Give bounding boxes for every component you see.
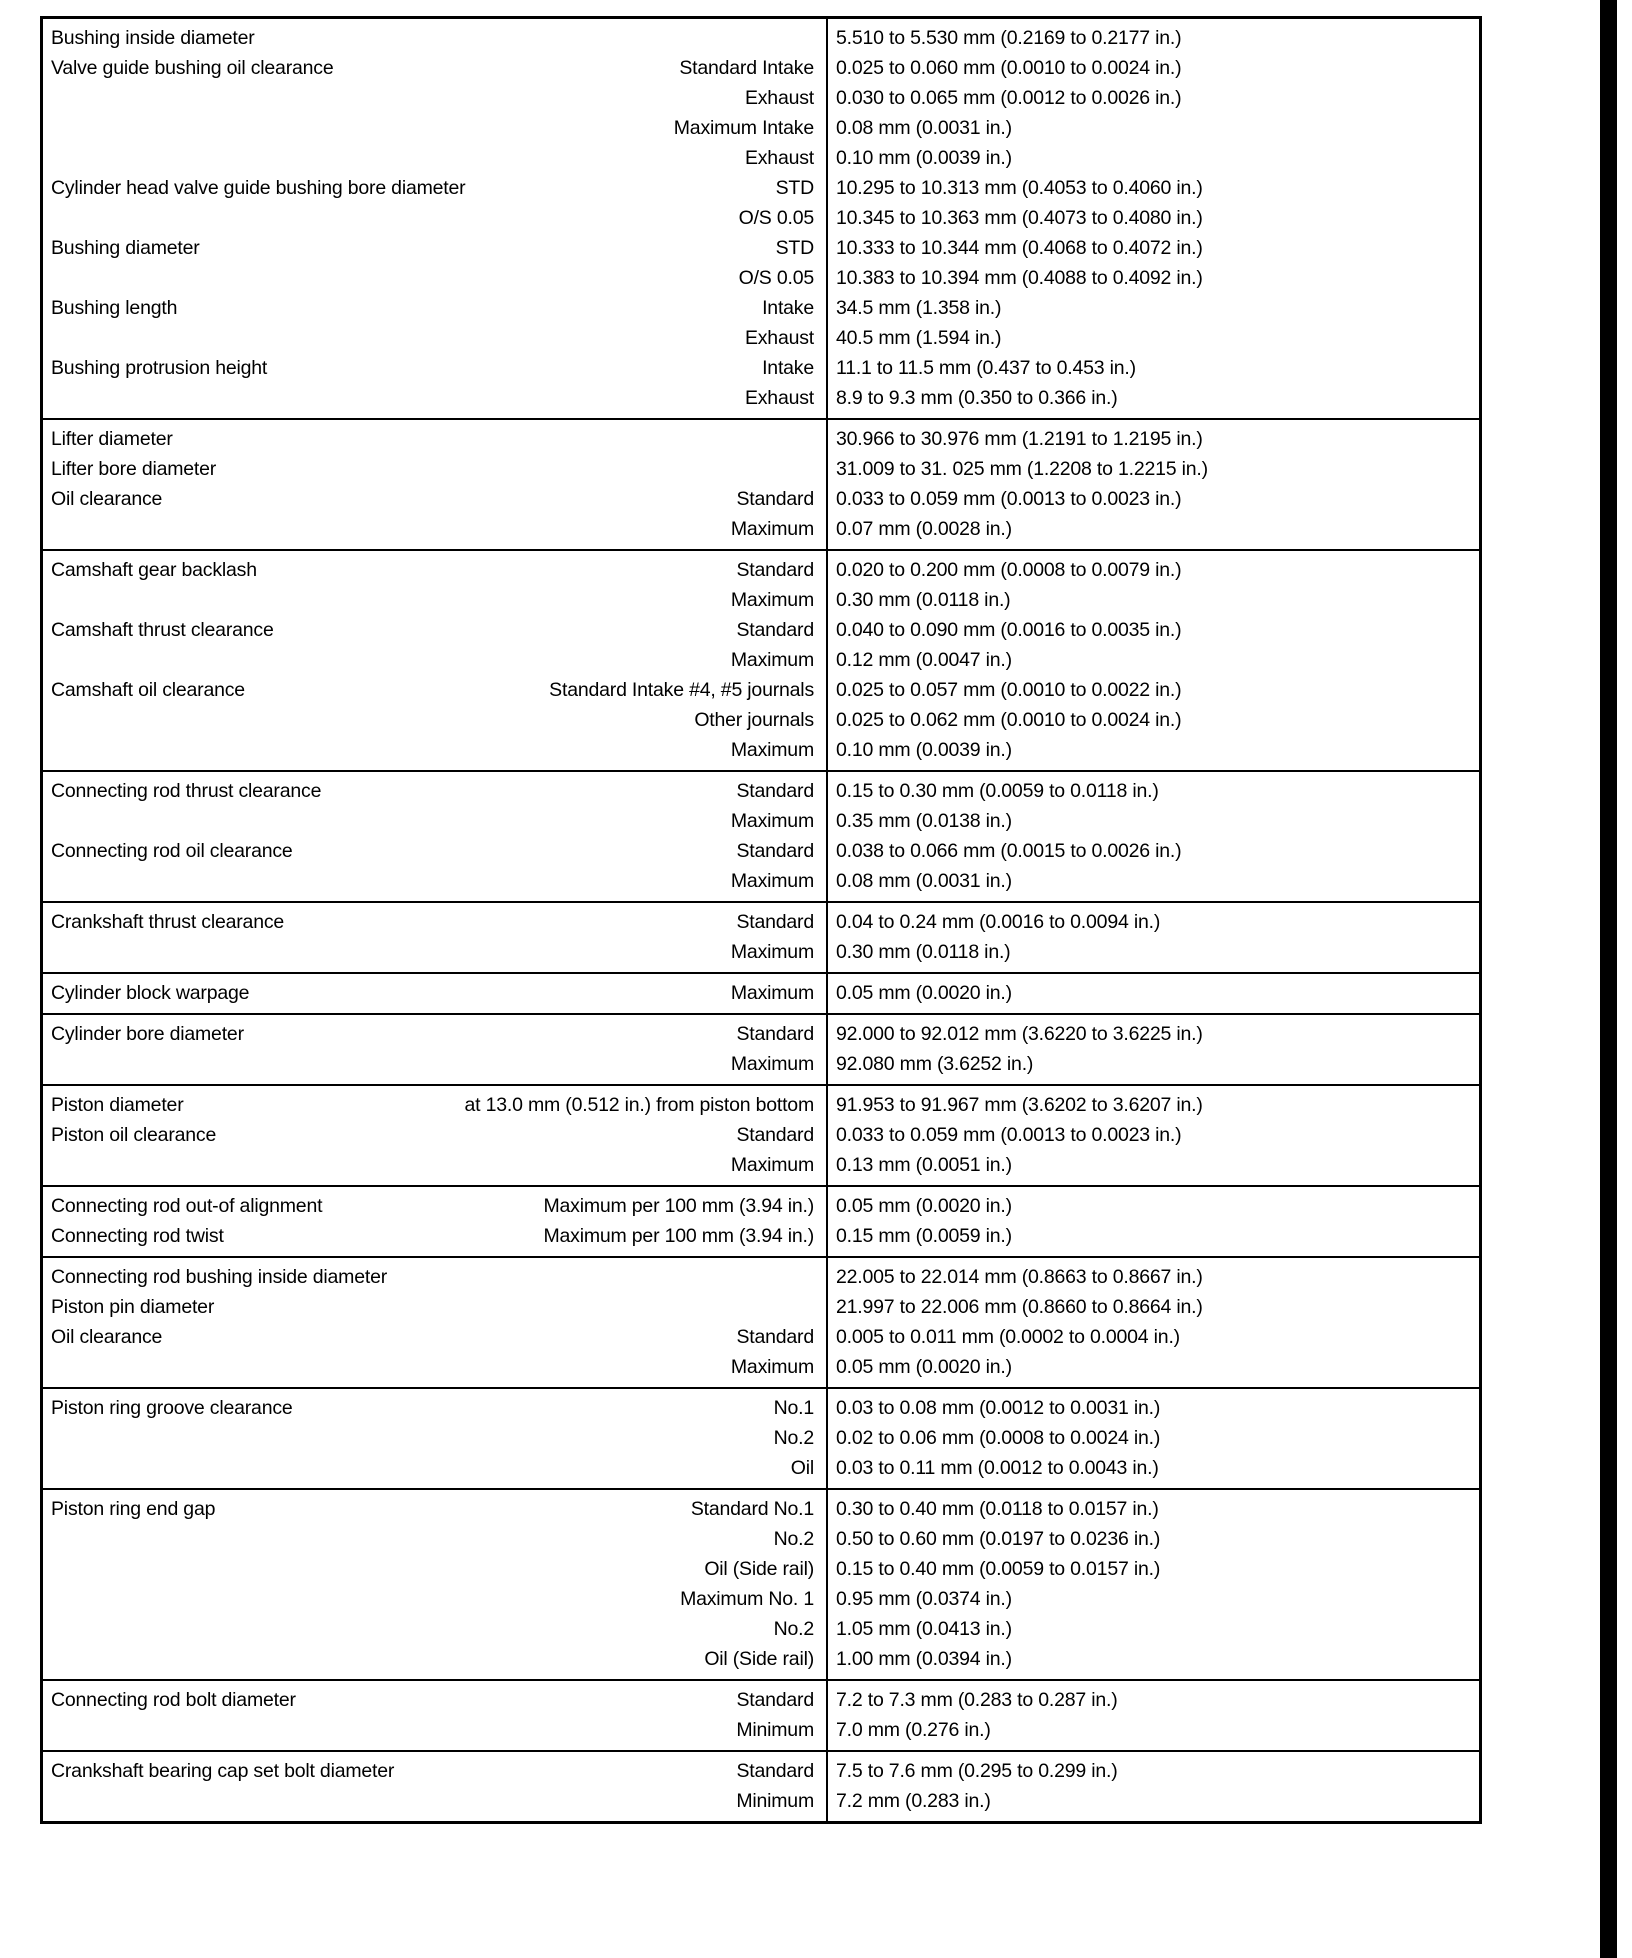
spec-condition: Standard [736, 839, 814, 862]
spec-label-cell [43, 488, 826, 511]
spec-item-name: Piston ring groove clearance [51, 1396, 293, 1419]
spec-condition: Standard [736, 1022, 814, 1045]
spec-row [43, 1524, 1479, 1554]
spec-row [43, 776, 1479, 806]
spec-value: 0.038 to 0.066 mm (0.0015 to 0.0026 in.) [836, 839, 1182, 862]
spec-condition: at 13.0 mm (0.512 in.) from piston bottom [464, 1093, 814, 1116]
spec-section [43, 1185, 1479, 1256]
spec-label-cell [43, 1760, 826, 1783]
spec-condition: Standard [736, 910, 814, 933]
spec-condition: Standard Intake #4, #5 journals [549, 678, 814, 701]
spec-row [43, 424, 1479, 454]
spec-condition: STD [775, 236, 814, 259]
spec-label-cell [43, 780, 826, 803]
spec-label-cell [43, 297, 826, 320]
spec-value: 21.997 to 22.006 mm (0.8660 to 0.8664 in.) [836, 1295, 1203, 1318]
spec-section [43, 418, 1479, 549]
spec-row [43, 1423, 1479, 1453]
spec-label-cell [43, 458, 826, 481]
spec-value: 0.95 mm (0.0374 in.) [836, 1587, 1012, 1610]
spec-label-cell [43, 1124, 826, 1147]
spec-label-cell [43, 87, 826, 110]
spec-label-cell [43, 1588, 826, 1611]
spec-row [43, 1494, 1479, 1524]
spec-condition: Maximum per 100 mm (3.94 in.) [543, 1224, 814, 1247]
spec-value: 7.2 to 7.3 mm (0.283 to 0.287 in.) [836, 1688, 1118, 1711]
spec-condition: Standard [736, 558, 814, 581]
spec-value: 11.1 to 11.5 mm (0.437 to 0.453 in.) [836, 356, 1136, 379]
spec-value: 0.02 to 0.06 mm (0.0008 to 0.0024 in.) [836, 1426, 1161, 1449]
spec-value: 0.033 to 0.059 mm (0.0013 to 0.0023 in.) [836, 1123, 1182, 1146]
spec-condition: Intake [762, 296, 814, 319]
spec-label-cell [43, 518, 826, 541]
spec-row [43, 514, 1479, 544]
spec-label-cell [43, 57, 826, 80]
spec-item-name: Camshaft thrust clearance [51, 618, 274, 641]
spec-value: 0.025 to 0.057 mm (0.0010 to 0.0022 in.) [836, 678, 1182, 701]
spec-row [43, 1352, 1479, 1382]
spec-row [43, 1685, 1479, 1715]
spec-label-cell [43, 177, 826, 200]
spec-value: 0.07 mm (0.0028 in.) [836, 517, 1012, 540]
spec-value: 30.966 to 30.976 mm (1.2191 to 1.2195 in.) [836, 427, 1203, 450]
spec-condition: No.2 [773, 1527, 814, 1550]
spec-item-name: Oil clearance [51, 1325, 163, 1348]
spec-row [43, 143, 1479, 173]
spec-condition: Standard [736, 618, 814, 641]
spec-section [43, 1488, 1479, 1679]
spec-condition: Minimum [736, 1789, 814, 1812]
spec-label-cell [43, 619, 826, 642]
spec-value: 0.025 to 0.060 mm (0.0010 to 0.0024 in.) [836, 56, 1182, 79]
spec-label-cell [43, 1719, 826, 1742]
spec-value: 0.15 to 0.40 mm (0.0059 to 0.0157 in.) [836, 1557, 1161, 1580]
spec-value: 7.0 mm (0.276 in.) [836, 1718, 991, 1741]
spec-row [43, 1019, 1479, 1049]
spec-condition: Other journals [694, 708, 814, 731]
spec-row [43, 113, 1479, 143]
spec-label-cell [43, 1296, 826, 1319]
spec-item-name: Camshaft gear backlash [51, 558, 257, 581]
spec-condition: Intake [762, 356, 814, 379]
spec-value: 0.04 to 0.24 mm (0.0016 to 0.0094 in.) [836, 910, 1161, 933]
spec-section [43, 1679, 1479, 1750]
spec-condition: STD [775, 176, 814, 199]
spec-label-cell [43, 870, 826, 893]
spec-condition: Exhaust [744, 86, 814, 109]
spec-condition: Standard [736, 487, 814, 510]
spec-label-cell [43, 1457, 826, 1480]
spec-value: 10.295 to 10.313 mm (0.4053 to 0.4060 in.) [836, 176, 1203, 199]
spec-condition: Maximum [730, 981, 814, 1004]
spec-row [43, 1090, 1479, 1120]
spec-item-name: Connecting rod twist [51, 1224, 224, 1247]
spec-section [43, 1084, 1479, 1185]
spec-condition: Maximum No. 1 [680, 1587, 814, 1610]
spec-item-name: Valve guide bushing oil clearance [51, 56, 334, 79]
spec-row [43, 1049, 1479, 1079]
spec-section [43, 1256, 1479, 1387]
spec-value: 91.953 to 91.967 mm (3.6202 to 3.6207 in.) [836, 1093, 1203, 1116]
spec-item-name: Connecting rod thrust clearance [51, 779, 322, 802]
spec-condition: Exhaust [744, 326, 814, 349]
spec-label-cell [43, 840, 826, 863]
spec-label-cell [43, 1558, 826, 1581]
spec-condition: Maximum [730, 648, 814, 671]
spec-item-name: Connecting rod bushing inside diameter [51, 1265, 388, 1288]
spec-row [43, 555, 1479, 585]
spec-item-name: Connecting rod bolt diameter [51, 1688, 296, 1711]
spec-section [43, 1387, 1479, 1488]
spec-row [43, 83, 1479, 113]
spec-value: 1.05 mm (0.0413 in.) [836, 1617, 1012, 1640]
spec-section [43, 972, 1479, 1013]
spec-value: 0.30 mm (0.0118 in.) [836, 940, 1011, 963]
spec-label-cell [43, 387, 826, 410]
spec-row [43, 1756, 1479, 1786]
spec-value: 0.020 to 0.200 mm (0.0008 to 0.0079 in.) [836, 558, 1182, 581]
spec-condition: Standard [736, 1325, 814, 1348]
spec-condition: Standard [736, 779, 814, 802]
spec-label-cell [43, 327, 826, 350]
spec-item-name: Bushing diameter [51, 236, 200, 259]
spec-row [43, 23, 1479, 53]
spec-value: 92.080 mm (3.6252 in.) [836, 1052, 1034, 1075]
spec-value: 0.50 to 0.60 mm (0.0197 to 0.0236 in.) [836, 1527, 1161, 1550]
spec-item-name: Lifter bore diameter [51, 457, 217, 480]
spec-label-cell [43, 357, 826, 380]
spec-row [43, 735, 1479, 765]
spec-value: 92.000 to 92.012 mm (3.6220 to 3.6225 in.) [836, 1022, 1203, 1045]
spec-row [43, 1715, 1479, 1745]
spec-value: 0.08 mm (0.0031 in.) [836, 869, 1012, 892]
spec-label-cell [43, 1023, 826, 1046]
spec-row [43, 323, 1479, 353]
spec-row [43, 1584, 1479, 1614]
spec-section [43, 770, 1479, 901]
spec-row [43, 1150, 1479, 1180]
spec-section [43, 1013, 1479, 1084]
spec-label-cell [43, 207, 826, 230]
spec-item-name: Piston oil clearance [51, 1123, 217, 1146]
spec-label-cell [43, 1498, 826, 1521]
spec-label-cell [43, 1689, 826, 1712]
spec-label-cell [43, 559, 826, 582]
spec-label-cell [43, 941, 826, 964]
spec-item-name: Cylinder block warpage [51, 981, 250, 1004]
spec-row [43, 203, 1479, 233]
spec-label-cell [43, 267, 826, 290]
spec-value: 0.05 mm (0.0020 in.) [836, 1194, 1012, 1217]
spec-label-cell [43, 1427, 826, 1450]
spec-condition: O/S 0.05 [738, 206, 814, 229]
spec-label-cell [43, 739, 826, 762]
spec-item-name: Connecting rod out-of alignment [51, 1194, 323, 1217]
spec-row [43, 806, 1479, 836]
spec-row [43, 233, 1479, 263]
spec-condition: Maximum [730, 738, 814, 761]
spec-label-cell [43, 237, 826, 260]
spec-label-cell [43, 1053, 826, 1076]
spec-condition: Maximum [730, 940, 814, 963]
spec-label-cell [43, 1397, 826, 1420]
spec-row [43, 866, 1479, 896]
spec-row [43, 353, 1479, 383]
spec-label-cell [43, 1356, 826, 1379]
spec-row [43, 1644, 1479, 1674]
spec-row [43, 1292, 1479, 1322]
spec-row [43, 705, 1479, 735]
spec-label-cell [43, 1266, 826, 1289]
spec-condition: Standard Intake [679, 56, 814, 79]
spec-row [43, 978, 1479, 1008]
spec-item-name: Bushing length [51, 296, 178, 319]
spec-label-cell [43, 1225, 826, 1248]
spec-item-name: Connecting rod oil clearance [51, 839, 293, 862]
spec-condition: Oil (Side rail) [704, 1557, 814, 1580]
spec-item-name: Lifter diameter [51, 427, 173, 450]
spec-condition: Maximum [730, 588, 814, 611]
spec-condition: Oil (Side rail) [704, 1647, 814, 1670]
spec-label-cell [43, 649, 826, 672]
spec-label-cell [43, 147, 826, 170]
spec-value: 0.033 to 0.059 mm (0.0013 to 0.0023 in.) [836, 487, 1182, 510]
spec-row [43, 484, 1479, 514]
spec-label-cell [43, 679, 826, 702]
spec-label-cell [43, 117, 826, 140]
spec-value: 34.5 mm (1.358 in.) [836, 296, 1002, 319]
spec-condition: No.2 [773, 1617, 814, 1640]
spec-condition: Maximum [730, 1153, 814, 1176]
specification-table [40, 16, 1482, 1824]
spec-condition: Standard No.1 [690, 1497, 814, 1520]
spec-row [43, 675, 1479, 705]
spec-row [43, 645, 1479, 675]
spec-row [43, 1322, 1479, 1352]
spec-condition: Standard [736, 1123, 814, 1146]
spec-row [43, 1191, 1479, 1221]
spec-label-cell [43, 1648, 826, 1671]
spec-item-name: Piston pin diameter [51, 1295, 215, 1318]
spec-label-cell [43, 1528, 826, 1551]
spec-label-cell [43, 428, 826, 451]
spec-item-name: Piston diameter [51, 1093, 184, 1116]
spec-value: 0.12 mm (0.0047 in.) [836, 648, 1012, 671]
spec-value: 0.05 mm (0.0020 in.) [836, 1355, 1012, 1378]
spec-label-cell [43, 810, 826, 833]
spec-item-name: Cylinder head valve guide bushing bore diameter [51, 176, 466, 199]
spec-row [43, 1120, 1479, 1150]
spec-item-name: Bushing inside diameter [51, 26, 255, 49]
spec-value: 0.03 to 0.08 mm (0.0012 to 0.0031 in.) [836, 1396, 1161, 1419]
spec-label-cell [43, 911, 826, 934]
spec-value: 40.5 mm (1.594 in.) [836, 326, 1002, 349]
spec-label-cell [43, 27, 826, 50]
spec-row [43, 454, 1479, 484]
spec-value: 0.030 to 0.065 mm (0.0012 to 0.0026 in.) [836, 86, 1182, 109]
spec-value: 0.005 to 0.011 mm (0.0002 to 0.0004 in.) [836, 1325, 1180, 1348]
spec-value: 0.03 to 0.11 mm (0.0012 to 0.0043 in.) [836, 1456, 1159, 1479]
spec-value: 10.383 to 10.394 mm (0.4088 to 0.4092 in.) [836, 266, 1203, 289]
spec-row [43, 1393, 1479, 1423]
spec-row [43, 1554, 1479, 1584]
spec-condition: Maximum per 100 mm (3.94 in.) [543, 1194, 814, 1217]
spec-condition: O/S 0.05 [738, 266, 814, 289]
spec-value: 10.333 to 10.344 mm (0.4068 to 0.4072 in.) [836, 236, 1203, 259]
spec-value: 5.510 to 5.530 mm (0.2169 to 0.2177 in.) [836, 26, 1182, 49]
spec-item-name: Cylinder bore diameter [51, 1022, 244, 1045]
spec-condition: Exhaust [744, 386, 814, 409]
spec-row [43, 53, 1479, 83]
spec-row [43, 1221, 1479, 1251]
spec-label-cell [43, 1195, 826, 1218]
spec-condition: Minimum [736, 1718, 814, 1741]
spec-value: 31.009 to 31. 025 mm (1.2208 to 1.2215 in.) [836, 457, 1208, 480]
spec-condition: Maximum [730, 869, 814, 892]
spec-row [43, 615, 1479, 645]
spec-row [43, 1786, 1479, 1816]
spec-label-cell [43, 709, 826, 732]
spec-value: 10.345 to 10.363 mm (0.4073 to 0.4080 in.) [836, 206, 1203, 229]
spec-section [43, 549, 1479, 770]
spec-item-name: Bushing protrusion height [51, 356, 268, 379]
spec-value: 0.30 mm (0.0118 in.) [836, 588, 1011, 611]
spec-row [43, 585, 1479, 615]
spec-value: 0.30 to 0.40 mm (0.0118 to 0.0157 in.) [836, 1497, 1159, 1520]
spec-row [43, 1614, 1479, 1644]
spec-row [43, 1453, 1479, 1483]
spec-value: 1.00 mm (0.0394 in.) [836, 1647, 1012, 1670]
spec-value: 8.9 to 9.3 mm (0.350 to 0.366 in.) [836, 386, 1118, 409]
spec-row [43, 907, 1479, 937]
spec-value: 0.15 mm (0.0059 in.) [836, 1224, 1012, 1247]
spec-condition: Maximum [730, 1052, 814, 1075]
spec-value: 0.10 mm (0.0039 in.) [836, 738, 1012, 761]
spec-label-cell [43, 1326, 826, 1349]
spec-value: 0.15 to 0.30 mm (0.0059 to 0.0118 in.) [836, 779, 1159, 802]
spec-section [43, 1750, 1479, 1821]
spec-row [43, 836, 1479, 866]
spec-value: 0.10 mm (0.0039 in.) [836, 146, 1012, 169]
spec-value: 0.025 to 0.062 mm (0.0010 to 0.0024 in.) [836, 708, 1182, 731]
spec-condition: Maximum [730, 809, 814, 832]
spec-label-cell [43, 982, 826, 1005]
spec-label-cell [43, 1094, 826, 1117]
spec-row [43, 1262, 1479, 1292]
spec-value: 22.005 to 22.014 mm (0.8663 to 0.8667 in.) [836, 1265, 1203, 1288]
spec-value: 0.35 mm (0.0138 in.) [836, 809, 1012, 832]
spec-value: 0.05 mm (0.0020 in.) [836, 981, 1012, 1004]
spec-value: 0.13 mm (0.0051 in.) [836, 1153, 1012, 1176]
spec-value: 0.040 to 0.090 mm (0.0016 to 0.0035 in.) [836, 618, 1182, 641]
spec-value: 7.5 to 7.6 mm (0.295 to 0.299 in.) [836, 1759, 1118, 1782]
spec-row [43, 263, 1479, 293]
spec-row [43, 937, 1479, 967]
spec-value: 7.2 mm (0.283 in.) [836, 1789, 991, 1812]
spec-condition: Standard [736, 1688, 814, 1711]
spec-condition: No.1 [773, 1396, 814, 1419]
spec-condition: Standard [736, 1759, 814, 1782]
spec-condition: Maximum Intake [673, 116, 814, 139]
spec-label-cell [43, 1790, 826, 1813]
spec-item-name: Oil clearance [51, 487, 163, 510]
spec-value: 0.08 mm (0.0031 in.) [836, 116, 1012, 139]
spec-row [43, 293, 1479, 323]
spec-condition: Maximum [730, 517, 814, 540]
spec-item-name: Crankshaft thrust clearance [51, 910, 285, 933]
spec-condition: No.2 [773, 1426, 814, 1449]
spec-label-cell [43, 1618, 826, 1641]
spec-condition: Oil [790, 1456, 814, 1479]
spec-row [43, 383, 1479, 413]
spec-label-cell [43, 589, 826, 612]
spec-section [43, 19, 1479, 418]
spec-item-name: Piston ring end gap [51, 1497, 216, 1520]
spec-label-cell [43, 1154, 826, 1177]
page-edge-bar [1600, 0, 1617, 1958]
spec-row [43, 173, 1479, 203]
spec-item-name: Camshaft oil clearance [51, 678, 245, 701]
spec-item-name: Crankshaft bearing cap set bolt diameter [51, 1759, 395, 1782]
spec-condition: Exhaust [744, 146, 814, 169]
spec-condition: Maximum [730, 1355, 814, 1378]
spec-section [43, 901, 1479, 972]
